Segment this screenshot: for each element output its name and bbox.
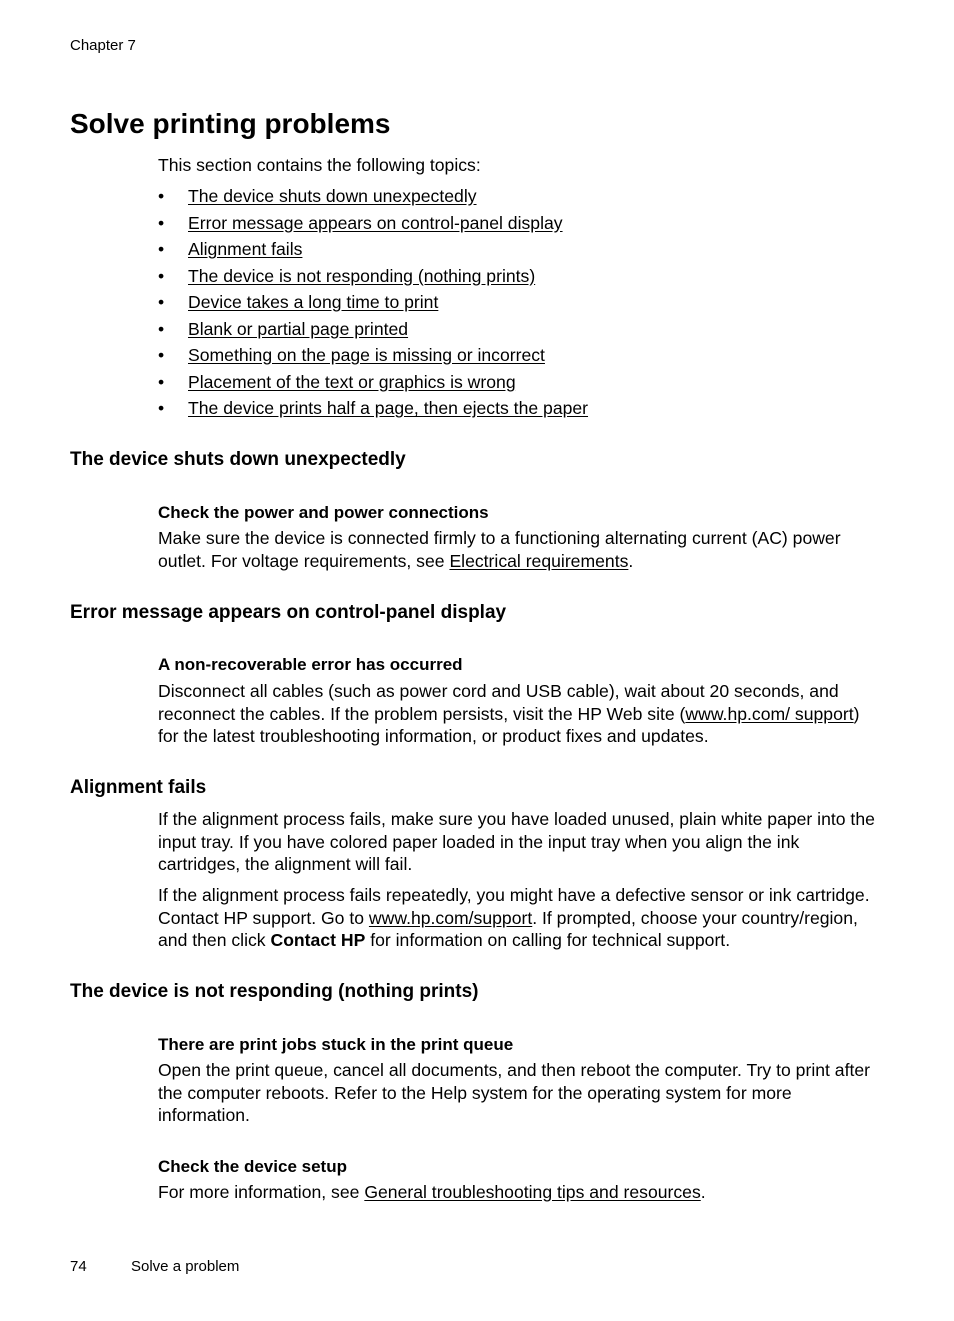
paragraph-device-setup: For more information, see General troubleshooting tips and resources. <box>158 1182 706 1202</box>
contact-hp-text: Contact HP <box>270 930 366 951</box>
subheading-print-queue: There are print jobs stuck in the print queue <box>158 1035 514 1054</box>
list-item <box>158 318 588 345</box>
list-item <box>158 265 588 292</box>
bullet-icon: • <box>158 186 165 206</box>
list-item <box>158 371 588 398</box>
topic-link[interactable]: The device is not responding (nothing prints) <box>188 265 536 286</box>
bullet-icon: • <box>158 292 165 312</box>
section-heading-not-responding: The device is not responding (nothing prints) <box>70 981 479 1002</box>
subheading-nonrecoverable: A non-recoverable error has occurred <box>158 655 463 674</box>
subheading-power: Check the power and power connections <box>158 503 489 522</box>
topic-link[interactable]: Device takes a long time to print <box>188 292 439 312</box>
bullet-icon: • <box>158 318 165 339</box>
topic-link[interactable]: The device prints half a page, then ejects the paper <box>188 398 589 418</box>
bullet-icon: • <box>158 398 165 418</box>
topic-link[interactable]: Error message appears on control-panel display <box>188 212 563 233</box>
topic-link[interactable]: The device shuts down unexpectedly <box>188 186 477 206</box>
subheading-device-setup: Check the device setup <box>158 1157 347 1176</box>
bullet-icon: • <box>158 265 165 286</box>
section-heading-error: Error message appears on control-panel display <box>70 602 507 623</box>
paragraph-print-queue: Open the print queue, cancel all documents, and then reboot the computer. Try to print after the computer reboots. Refer to the Help system for the operating system for more information. <box>158 1060 870 1126</box>
list-item <box>158 344 588 371</box>
intro-text: This section contains the following topics: <box>158 155 481 175</box>
list-item <box>158 212 588 239</box>
paragraph-alignment-1: If the alignment process fails, make sure you have loaded unused, plain white paper into the input tray. If you have colored paper loaded in the input tray when you align the ink cartridges, the alignment will fail. <box>158 809 875 875</box>
section-heading-alignment: Alignment fails <box>70 777 207 798</box>
section-heading-shutdown: The device shuts down unexpectedly <box>70 449 406 470</box>
footer-label: Solve a problem <box>131 1258 240 1275</box>
page-number: 74 <box>70 1258 87 1275</box>
list-item <box>158 397 588 424</box>
bullet-icon: • <box>158 239 165 259</box>
list-item <box>158 238 588 265</box>
paragraph-power: Make sure the device is connected firmly to a functioning alternating current (AC) power outlet. For voltage requirements, see Electrical requirements. <box>158 528 841 571</box>
list-item <box>158 291 588 318</box>
topic-link[interactable]: Blank or partial page printed <box>188 318 409 339</box>
list-item <box>158 185 588 212</box>
bullet-icon: • <box>158 212 165 233</box>
paragraph-error: Disconnect all cables (such as power cord and USB cable), wait about 20 seconds, and reconnect the cables. If the problem persists, visit the HP Web site (www.hp.com/ support) for the latest troubleshooting information, or product fixes and updates. <box>158 681 860 747</box>
bullet-icon: • <box>158 345 165 365</box>
topic-list <box>158 185 588 424</box>
hp-support-link[interactable]: www.hp.com/support <box>368 907 533 928</box>
chapter-label: Chapter 7 <box>70 37 136 54</box>
bullet-icon: • <box>158 371 165 392</box>
page-title: Solve printing problems <box>70 108 391 139</box>
topic-link[interactable]: Alignment fails <box>188 239 303 259</box>
hp-support-link[interactable]: www.hp.com/ support <box>685 703 854 724</box>
electrical-requirements-link[interactable]: Electrical requirements <box>449 550 629 571</box>
topic-link[interactable]: Placement of the text or graphics is wrong <box>188 371 516 392</box>
paragraph-alignment-2: If the alignment process fails repeatedly, you might have a defective sensor or ink cartridge. Contact HP support. Go to www.hp.com/support. If prompted, choose your country/region, and then click Contact HP for information on calling for technical support. <box>158 885 870 951</box>
troubleshooting-tips-link[interactable]: General troubleshooting tips and resources <box>364 1182 701 1202</box>
topic-link[interactable]: Something on the page is missing or incorrect <box>188 345 545 365</box>
